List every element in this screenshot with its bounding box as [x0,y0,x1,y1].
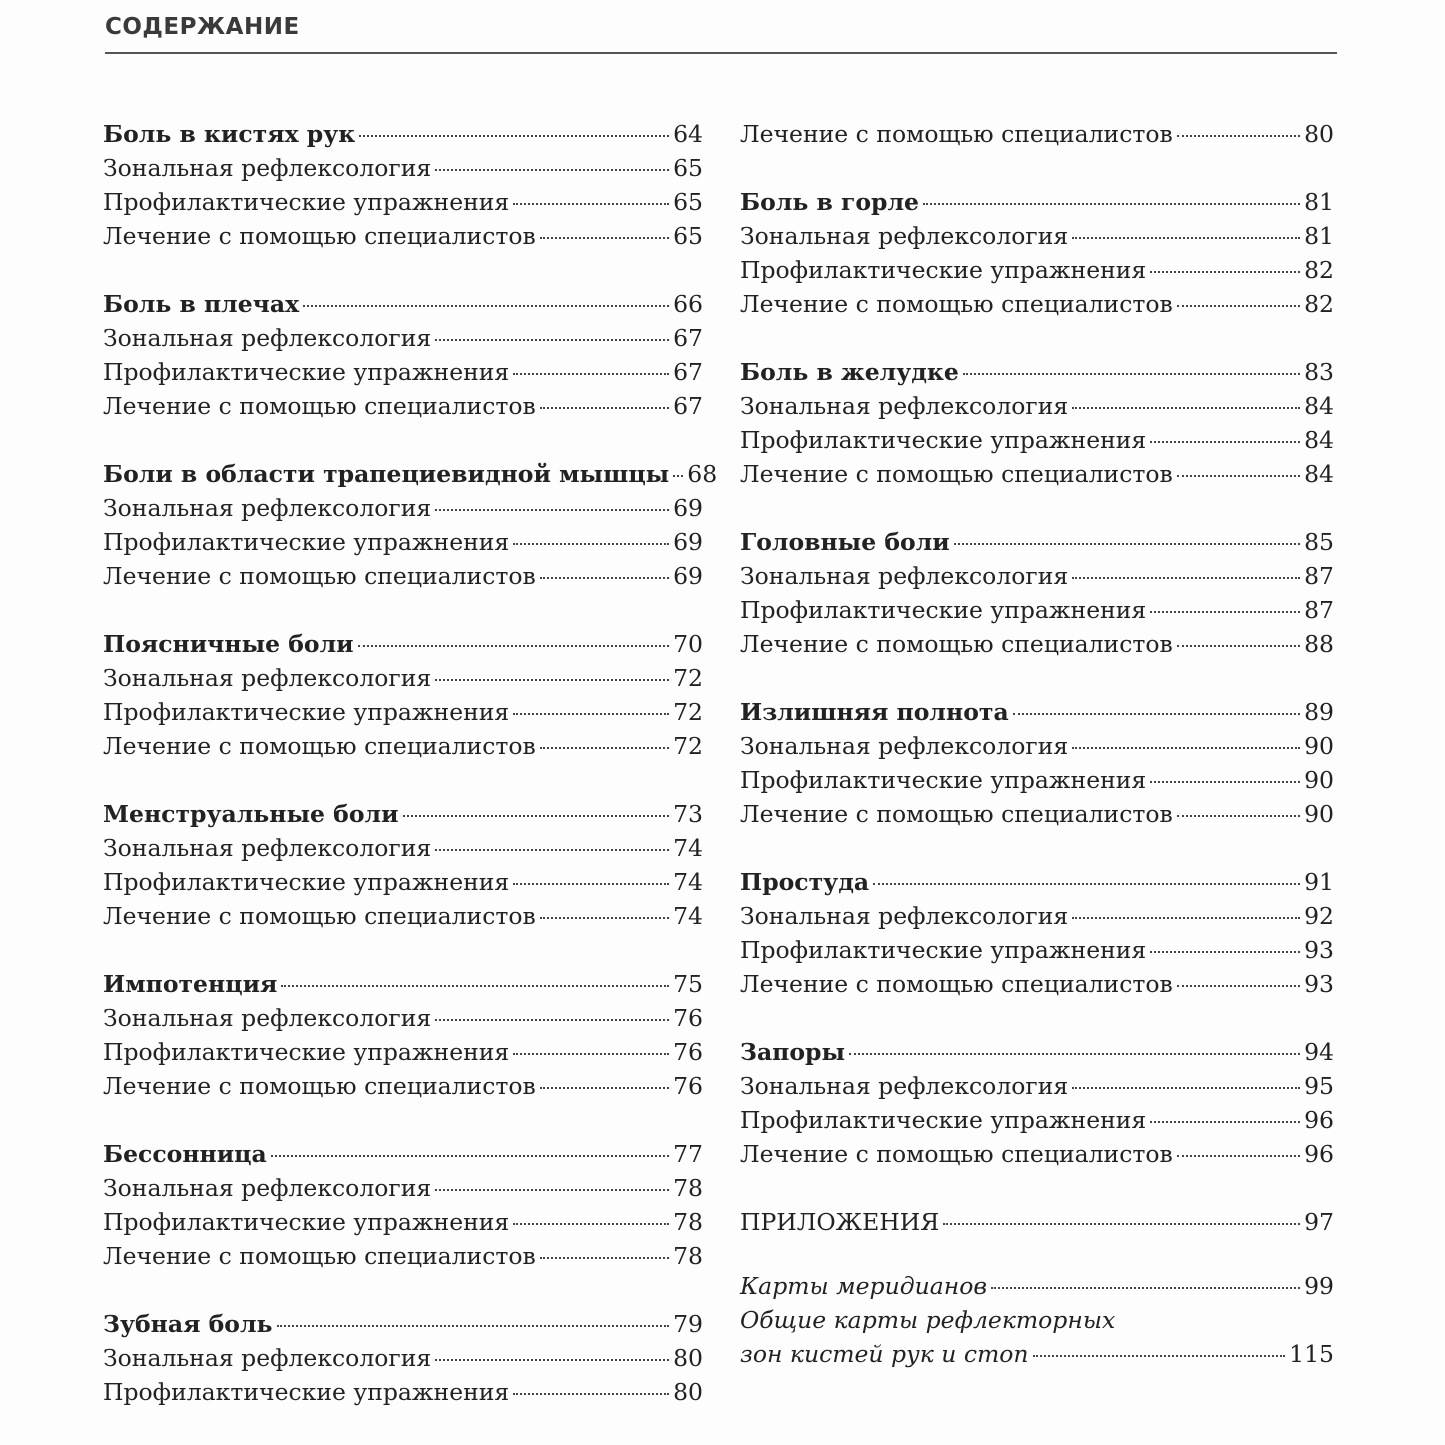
toc-entry-title: Зональная рефлексология [103,1344,432,1372]
toc-entry-title: Головные боли [740,528,950,556]
section-gap [740,1171,1334,1205]
dot-leader [513,1053,669,1055]
toc-page-number: 78 [673,1174,703,1202]
dot-leader [435,509,669,511]
toc-entry-title: Лечение с помощью специалистов [103,902,536,930]
toc-page-number: 96 [1304,1140,1334,1168]
toc-page-number: 84 [1304,460,1334,488]
toc-entry-title: Простуда [740,868,870,896]
dot-leader [403,815,670,817]
toc-entry-title: Зональная рефлексология [740,1072,1069,1100]
dot-leader [540,1257,669,1259]
toc-entry-title: Профилактические упражнения [103,698,510,726]
dot-leader [281,985,669,987]
dot-leader [1177,985,1300,987]
toc-entry-title: Зубная боль [103,1310,273,1338]
toc-entry-title: Менструальные боли [103,800,399,828]
dot-leader [513,203,669,205]
toc-entry[interactable] [740,1205,1334,1239]
dot-leader [1177,815,1300,817]
toc-entry[interactable] [103,491,703,525]
toc-entry-title: Профилактические упражнения [103,1378,510,1406]
dot-leader [1177,1155,1300,1157]
dot-leader [513,883,669,885]
toc-page-number: 65 [673,222,703,250]
toc-entry-title: Боли в области трапециевидной мышцы [103,460,670,488]
toc-chapter-entry[interactable] [740,185,1334,219]
dot-leader [513,373,669,375]
dot-leader [923,203,1300,205]
section-gap [740,321,1334,355]
section-gap [103,1103,703,1137]
toc-entry-title: Зональная рефлексология [740,562,1069,590]
toc-entry[interactable] [103,1375,703,1409]
toc-entry[interactable] [103,389,703,423]
dot-leader [963,373,1300,375]
toc-entry[interactable] [103,865,703,899]
toc-entry[interactable] [103,151,703,185]
dot-leader [271,1155,669,1157]
toc-entry[interactable] [103,321,703,355]
toc-page-number: 80 [673,1378,703,1406]
toc-entry-title: Зональная рефлексология [103,1004,432,1032]
toc-page-number: 69 [673,494,703,522]
toc-entry-title: Профилактические упражнения [740,766,1147,794]
dot-leader [991,1287,1300,1289]
dot-leader [1150,611,1300,613]
toc-page-number: 115 [1289,1340,1334,1368]
toc-entry[interactable] [103,1035,703,1069]
toc-entry-title: Зональная рефлексология [740,392,1069,420]
toc-page-number: 83 [1304,358,1334,386]
dot-leader [1072,237,1300,239]
toc-chapter-entry[interactable] [740,695,1334,729]
dot-leader [435,169,669,171]
dot-leader [435,1189,669,1191]
toc-page-number: 93 [1304,970,1334,998]
toc-entry[interactable] [103,695,703,729]
toc-entry[interactable] [103,661,703,695]
toc-chapter-entry[interactable] [740,355,1334,389]
toc-entry-title: Профилактические упражнения [740,426,1147,454]
toc-entry[interactable] [740,1303,1334,1337]
dot-leader [1072,1087,1300,1089]
toc-entry[interactable] [740,1269,1334,1303]
toc-entry-title: Зональная рефлексология [103,834,432,862]
toc-entry-title: Импотенция [103,970,278,998]
toc-entry[interactable] [740,1337,1334,1371]
toc-entry[interactable] [740,117,1334,151]
toc-page-number: 78 [673,1242,703,1270]
toc-page-number: 96 [1304,1106,1334,1134]
toc-entry-title: Профилактические упражнения [103,1038,510,1066]
toc-page-number: 94 [1304,1038,1334,1066]
toc-entry[interactable] [740,967,1334,1001]
toc-entry[interactable] [740,253,1334,287]
toc-page-number: 87 [1304,562,1334,590]
toc-chapter-entry[interactable] [103,1137,703,1171]
toc-entry[interactable] [740,219,1334,253]
toc-page-number: 72 [673,698,703,726]
toc-page-number: 92 [1304,902,1334,930]
toc-entry[interactable] [103,1069,703,1103]
toc-page-number: 76 [673,1004,703,1032]
dot-leader [540,577,669,579]
toc-entry-title: Лечение с помощью специалистов [740,120,1173,148]
dot-leader [435,849,669,851]
toc-entry-title: Профилактические упражнения [103,1208,510,1236]
toc-page-number: 69 [673,562,703,590]
toc-entry-title: Профилактические упражнения [103,358,510,386]
dot-leader [540,1087,669,1089]
toc-chapter-entry[interactable] [103,1307,703,1341]
toc-chapter-entry[interactable] [103,967,703,1001]
toc-entry-title: Зональная рефлексология [740,902,1069,930]
toc-page-number: 82 [1304,290,1334,318]
toc-page-number: 67 [673,358,703,386]
dot-leader [303,305,669,307]
toc-page-number: 84 [1304,426,1334,454]
toc-entry-title: Излишняя полнота [740,698,1009,726]
toc-page-number: 68 [687,460,718,488]
section-gap [740,151,1334,185]
toc-entry-title: Поясничные боли [103,630,354,658]
section-gap [103,1273,703,1307]
toc-page-number: 65 [673,188,703,216]
section-gap [740,1001,1334,1035]
toc-entry[interactable] [103,899,703,933]
toc-entry-title: Зональная рефлексология [103,154,432,182]
toc-entry-title: Зональная рефлексология [103,664,432,692]
toc-entry[interactable] [740,933,1334,967]
toc-page-number: 80 [673,1344,703,1372]
toc-page-number: 76 [673,1038,703,1066]
toc-entry-title: Боль в кистях рук [103,120,356,148]
toc-page-number: 84 [1304,392,1334,420]
dot-leader [849,1053,1300,1055]
section-gap [103,423,703,457]
toc-page-number: 87 [1304,596,1334,624]
toc-page-number: 80 [1304,120,1334,148]
toc-entry-title: Профилактические упражнения [740,1106,1147,1134]
toc-entry-title: Профилактические упражнения [740,596,1147,624]
section-gap [103,763,703,797]
dot-leader [873,883,1300,885]
toc-page-number: 64 [673,120,703,148]
toc-page-number: 72 [673,732,703,760]
toc-page-number: 67 [673,392,703,420]
toc-chapter-entry[interactable] [103,117,703,151]
toc-entry[interactable] [103,559,703,593]
toc-chapter-entry[interactable] [740,525,1334,559]
toc-left-column [103,117,718,1409]
toc-page-number: 69 [673,528,703,556]
dot-leader [954,543,1300,545]
toc-page-number: 82 [1304,256,1334,284]
toc-entry[interactable] [740,899,1334,933]
dot-leader [540,237,669,239]
dot-leader [943,1223,1300,1225]
toc-page-number: 89 [1304,698,1334,726]
dot-leader [359,135,669,137]
toc-page-number: 90 [1304,800,1334,828]
dot-leader [673,475,683,477]
toc-entry-title: Лечение с помощью специалистов [103,732,536,760]
toc-entry-title: Зональная рефлексология [740,732,1069,760]
toc-entry-title: Зональная рефлексология [103,494,432,522]
toc-entry-title: Профилактические упражнения [103,188,510,216]
toc-entry-title: Лечение с помощью специалистов [103,1072,536,1100]
toc-entry-title: Профилактические упражнения [103,528,510,556]
toc-entry[interactable] [740,423,1334,457]
dot-leader [277,1325,670,1327]
section-gap [103,593,703,627]
toc-page-number: 77 [673,1140,703,1168]
toc-page-number: 93 [1304,936,1334,964]
toc-page-number: 97 [1304,1208,1334,1236]
toc-entry[interactable] [740,797,1334,831]
dot-leader [513,543,669,545]
toc-page-number: 81 [1304,188,1334,216]
dot-leader [1177,135,1300,137]
toc-page-number: 70 [673,630,703,658]
toc-entry[interactable] [103,831,703,865]
toc-page-number: 78 [673,1208,703,1236]
toc-page-number: 88 [1304,630,1334,658]
dot-leader [1150,271,1300,273]
toc-entry[interactable] [103,355,703,389]
toc-entry[interactable] [103,1171,703,1205]
toc-entry-title: Боль в желудке [740,358,959,386]
toc-entry-title: Бессонница [103,1140,267,1168]
toc-entry[interactable] [103,1341,703,1375]
dot-leader [435,339,669,341]
dot-leader [1177,475,1300,477]
toc-chapter-entry[interactable] [103,627,703,661]
toc-right-column [740,117,1334,1371]
toc-entry[interactable] [740,287,1334,321]
toc-page-number: 72 [673,664,703,692]
toc-entry-title: Лечение с помощью специалистов [740,460,1173,488]
section-gap [103,253,703,287]
toc-entry-title: Зональная рефлексология [103,1174,432,1202]
toc-page-number: 67 [673,324,703,352]
section-gap [740,491,1334,525]
dot-leader [358,645,669,647]
toc-entry-title: Лечение с помощью специалистов [740,970,1173,998]
toc-entry-title: Лечение с помощью специалистов [740,630,1173,658]
toc-entry[interactable] [740,389,1334,423]
toc-page-number: 65 [673,154,703,182]
toc-entry-title: Лечение с помощью специалистов [103,562,536,590]
toc-entry[interactable] [740,593,1334,627]
toc-page-number: 73 [673,800,703,828]
toc-entry[interactable] [740,1069,1334,1103]
toc-entry[interactable] [103,729,703,763]
toc-chapter-entry[interactable] [103,457,718,491]
toc-page-number: 66 [673,290,703,318]
dot-leader [1072,407,1300,409]
toc-entry-title: Запоры [740,1038,846,1066]
toc-chapter-entry[interactable] [740,1035,1334,1069]
section-gap [740,831,1334,865]
toc-page-number: 95 [1304,1072,1334,1100]
toc-entry[interactable] [103,185,703,219]
toc-chapter-entry[interactable] [103,287,703,321]
section-gap [740,661,1334,695]
toc-entry-title: Зональная рефлексология [740,222,1069,250]
toc-entry-title: Лечение с помощью специалистов [103,392,536,420]
toc-entry-title: Лечение с помощью специалистов [103,222,536,250]
toc-entry[interactable] [740,763,1334,797]
toc-entry-title: Боль в плечах [103,290,300,318]
toc-entry-title: ПРИЛОЖЕНИЯ [740,1208,940,1236]
toc-entry-title: Лечение с помощью специалистов [740,1140,1173,1168]
toc-entry-title: Профилактические упражнения [103,868,510,896]
page-header [105,10,1337,54]
toc-page-number: 81 [1304,222,1334,250]
dot-leader [1033,1355,1286,1357]
dot-leader [1072,917,1300,919]
toc-entry[interactable] [103,525,703,559]
toc-entry-title: Лечение с помощью специалистов [103,1242,536,1270]
toc-entry-title: Зональная рефлексология [103,324,432,352]
dot-leader [1177,305,1300,307]
toc-page-number: 90 [1304,732,1334,760]
toc-entry-title: Общие карты рефлекторных [740,1306,1116,1334]
dot-leader [513,1393,669,1395]
dot-leader [1150,1121,1300,1123]
dot-leader [540,747,669,749]
toc-page-number: 74 [673,834,703,862]
toc-entry[interactable] [103,1205,703,1239]
dot-leader [1013,713,1300,715]
toc-entry[interactable] [740,1103,1334,1137]
toc-page-number: 79 [673,1310,703,1338]
section-gap [103,933,703,967]
toc-entry[interactable] [740,457,1334,491]
toc-entry[interactable] [740,627,1334,661]
toc-entry-title: Лечение с помощью специалистов [740,800,1173,828]
dot-leader [1072,747,1300,749]
toc-entry[interactable] [103,1001,703,1035]
toc-entry-title: Лечение с помощью специалистов [740,290,1173,318]
toc-chapter-entry[interactable] [103,797,703,831]
toc-page-number: 75 [673,970,703,998]
toc-page-number: 85 [1304,528,1334,556]
toc-page-number: 76 [673,1072,703,1100]
toc-entry-title: Карты меридианов [740,1272,988,1300]
toc-page-number: 99 [1304,1272,1334,1300]
toc-entry[interactable] [103,219,703,253]
dot-leader [513,713,669,715]
toc-entry[interactable] [103,1239,703,1273]
toc-page-number: 91 [1304,868,1334,896]
dot-leader [1177,645,1300,647]
section-gap [740,1239,1334,1269]
toc-chapter-entry[interactable] [740,865,1334,899]
toc-entry-title: Боль в горле [740,188,919,216]
toc-entry[interactable] [740,1137,1334,1171]
dot-leader [513,1223,669,1225]
toc-entry-title: зон кистей рук и стоп [740,1340,1029,1368]
toc-entry[interactable] [740,559,1334,593]
page-title: СОДЕРЖАНИЕ [105,14,300,40]
dot-leader [1150,781,1300,783]
dot-leader [1150,951,1300,953]
toc-page-number: 90 [1304,766,1334,794]
dot-leader [1150,441,1300,443]
dot-leader [435,1359,669,1361]
toc-entry[interactable] [740,729,1334,763]
toc-entry-title: Профилактические упражнения [740,256,1147,284]
dot-leader [1072,577,1300,579]
dot-leader [540,917,669,919]
dot-leader [435,679,669,681]
dot-leader [435,1019,669,1021]
toc-page-number: 74 [673,902,703,930]
dot-leader [540,407,669,409]
toc-page-number: 74 [673,868,703,896]
toc-entry-title: Профилактические упражнения [740,936,1147,964]
